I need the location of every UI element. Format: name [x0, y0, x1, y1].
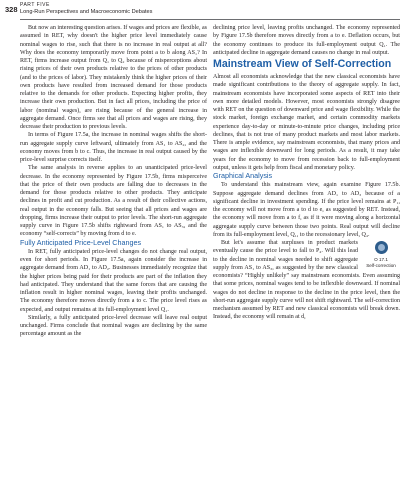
paragraph: To understand this mainstream view, again examine Figure 17.5b. Suppose aggregate demand declines from AD₁ to AD₃ because of a significant decline in investment spending. If the price level remains at P₁, the economy will not move from a to d to e, as suggested by RET. Instead, the economy will move from a to f, as if it were moving along a horizontal aggregate supply curve between those two points. Real output will decline from its full-employment level, Q₁, to the recessionary level, Q₄. — [213, 182, 400, 238]
paragraph: declining price level, leaving profits unchanged. The economy represented by Figure 17.5b therefore moves directly from a to e. Deflation occurs, but the economy continues to produce its full-employment output Q₁. The anticipated decline in aggregate demand causes no change in real output. — [213, 25, 400, 56]
subheading-graphical-analysis: Graphical Analysis — [213, 171, 273, 180]
right-column — [213, 24, 400, 322]
paragraph: But now an interesting question arises. If wages and prices are flexible, as assumed in RET, why doesn't the higher price level immediately cause nominal wages to rise, such that there is no increase in real output at all? Why does the economy temporarily move from point a to b along AS₁? In RET, firms increase output from Q₁ to Q₂ because of misperceptions about rising prices of their own products relative to the prices of other products (and to the prices of labor). They mistakenly think the higher prices of their own products have resulted from increased demand for those products relative to the demands for other products. Expecting higher profits, they increase their own production. But in fact all prices, including the price of labor (nominal wages), are rising because of the general increase in aggregate demand. Once firms see that all prices and wages are rising, they decrease their production to previous levels. — [20, 25, 208, 130]
paragraph: In RET, fully anticipated price-level changes do not change real output, even for short periods. In Figure 17.5a, again consider the increase in aggregate demand from AD₁ to AD₂. Businesses immediately recognize that the higher prices being paid for their products are part of the inflation they had anticipated. They understand that the same forces that are causing the inflation result in higher nominal wages, leaving their profits unchanged. The economy therefore moves directly from a to c. The price level rises as expected, and output remains at its full-employment level Q₁. — [20, 248, 207, 313]
margin-label: Self-correction — [366, 262, 396, 268]
origin-icon — [375, 241, 388, 254]
paragraph: The same analysis in reverse applies to an unanticipated price-level decrease. In the economy represented by Figure 17.5b, firms misperceive that the price of their own products are falling due to decreases in the demand for those products relative to other products. They anticipate declines in profit and cut production. As a result of their collective actions, real output in the economy falls. But seeing that all prices and wages are dropping, firms increase their output to prior levels. The short-run aggregate supply curve in Figure 17.5b shifts rightward from AS₁ to AS₃, and the economy “self-corrects” by moving from d to e. — [20, 165, 207, 238]
subheading-fully-anticipated: Fully Anticipated Price-Level Changes — [20, 237, 142, 247]
part-title: Long-Run Perspectives and Macroeconomic Debates — [20, 9, 153, 15]
section-heading: Mainstream View of Self-Correction — [213, 58, 392, 70]
paragraph: Similarly, a fully anticipated price-level decrease will leave real output unchanged. Firms conclude that nominal wages are declining by the same percentage amount as the — [20, 314, 207, 338]
paragraph: In terms of Figure 17.5a, the increase in nominal wages shifts the short-run aggregate supply curve leftward, ultimately from AS₁ to AS₂, and the economy moves from b to c. Thus, the increase in real output caused by the price-level surprise corrects itself. — [20, 132, 207, 163]
page-number: 328 — [5, 5, 18, 14]
header-rule — [20, 19, 400, 20]
margin-note — [362, 241, 400, 268]
part-label: PART FIVE — [20, 2, 50, 8]
paragraph: Almost all economists acknowledge that the new classical economists have made significant contributions to the theory of aggregate supply. In fact, mainstream economists have incorporated some aspects of RET into their own more detailed models. However, most economists strongly disagree with RET on the question of downward price and wage flexibility. While the stock market, foreign exchange market, and certain commodity markets experience day-to-day or minute-to-minute price changes, including price declines, that is not true of many product markets and most labor markets. There is ample evidence, say mainstream economists, that many prices and wages are inflexible downward for long periods. As a result, it may take years for the economy to move from recession back to full-employment output, unless it gets help from fiscal and monetary policy. — [213, 74, 400, 171]
paragraph: But let's assume that surpluses in product markets eventually cause the price level to fall to P₄. Will this lead to the decline in nominal wages needed to shift aggregate supply from AS₁ to AS₃, as suggested by the new classical economists? “Highly unlikely” say mainstream economists. Even assuming that some prices, nominal wages tend to be inflexible downward. If nominal wages do not decline in response to the decline in the price level, then the short-run aggregate supply curve will not shift rightward. The self-correction mechanism assumed by RET and new classical economists will break down. Instead, the economy will remain at d, — [213, 240, 400, 321]
margin-number: O 17.1 — [374, 257, 388, 263]
left-column — [20, 24, 207, 339]
